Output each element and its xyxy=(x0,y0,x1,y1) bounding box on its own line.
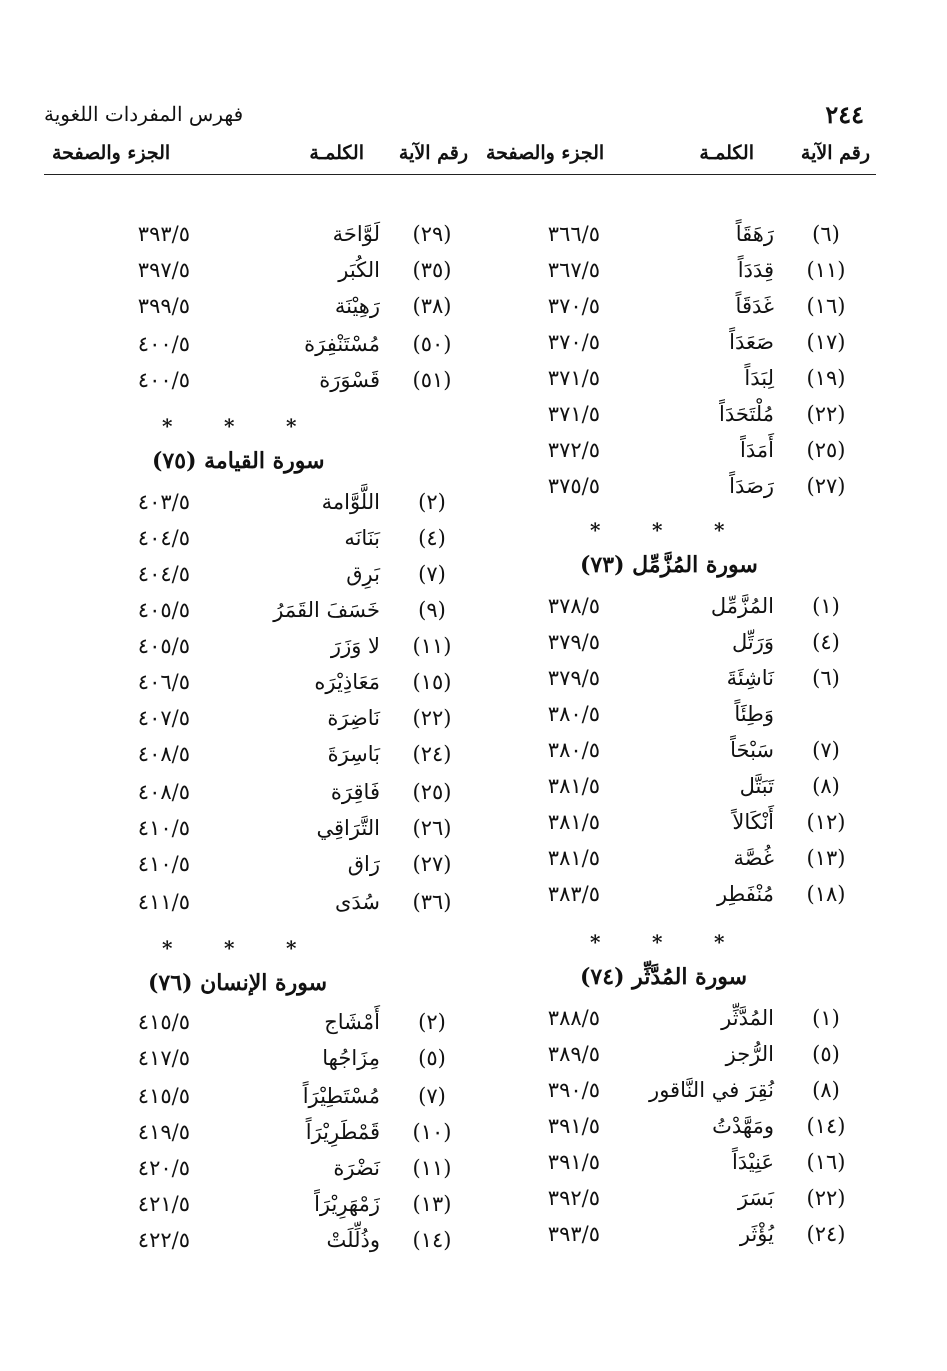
index-word: تَبَتَّل xyxy=(739,774,774,798)
index-word: بَنَانَه xyxy=(344,526,380,550)
index-row xyxy=(450,630,870,664)
index-row xyxy=(40,890,460,924)
ayah-number: (١٧) xyxy=(806,330,846,354)
index-row xyxy=(40,1084,460,1118)
ayah-number: (١) xyxy=(812,1006,840,1030)
index-row xyxy=(40,670,460,704)
index-row xyxy=(450,846,870,880)
index-word: نَاضِرَة xyxy=(327,706,380,730)
right-column xyxy=(450,0,870,1371)
ayah-number: (٢) xyxy=(418,490,446,514)
separator-star: * xyxy=(286,936,297,960)
ayah-number: (٢٥) xyxy=(806,438,846,462)
part-page: ٣٧٠/٥ xyxy=(547,330,600,354)
ayah-number: (٥) xyxy=(418,1046,446,1070)
part-page: ٣٧٢/٥ xyxy=(547,438,600,462)
part-page: ٣٩٢/٥ xyxy=(547,1186,600,1210)
index-word: قَمْطَرِيْرَاً xyxy=(305,1120,380,1144)
ayah-number: (١٤) xyxy=(412,1228,452,1252)
part-page: ٤٢٠/٥ xyxy=(137,1156,190,1180)
ayah-number: (١٣) xyxy=(412,1192,452,1216)
index-row xyxy=(450,702,870,736)
index-word: نَضْرَة xyxy=(333,1156,380,1180)
surah-title: سورة المُزَّمِّل (٧٣) xyxy=(580,552,758,578)
index-word: قَسْوَرَة xyxy=(319,368,380,392)
ayah-number: (٢٥) xyxy=(412,780,452,804)
header-part-page: الجزء والصفحة xyxy=(52,142,171,164)
index-row xyxy=(40,258,460,292)
index-word: المُزَّمِّل xyxy=(710,594,774,618)
index-word: مُسْتَنْفِرَة xyxy=(304,332,380,356)
index-row xyxy=(40,598,460,632)
index-word: لِبَدَاً xyxy=(744,366,774,390)
ayah-number: (١١) xyxy=(806,258,846,282)
index-row xyxy=(40,1010,460,1044)
ayah-number: (١) xyxy=(812,594,840,618)
index-word: يُؤْثَر xyxy=(739,1222,774,1246)
index-row xyxy=(40,852,460,886)
index-row xyxy=(40,294,460,328)
ayah-number: (١٨) xyxy=(806,882,846,906)
index-row xyxy=(450,402,870,436)
part-page: ٣٧٨/٥ xyxy=(547,594,600,618)
index-word: رَهَقَاً xyxy=(735,222,774,246)
index-row xyxy=(450,474,870,508)
index-word: نُقِرَ في النَّاقور xyxy=(649,1078,774,1102)
ayah-number: (٥٠) xyxy=(412,332,452,356)
separator-star: * xyxy=(590,518,601,542)
index-row xyxy=(450,594,870,628)
part-page: ٤٠٨/٥ xyxy=(137,742,190,766)
ayah-number: (٨) xyxy=(812,1078,840,1102)
part-page: ٣٩٣/٥ xyxy=(137,222,190,246)
part-page: ٣٩١/٥ xyxy=(547,1114,600,1138)
part-page: ٤٠٧/٥ xyxy=(137,706,190,730)
ayah-number: (٢٧) xyxy=(806,474,846,498)
part-page: ٤٠٠/٥ xyxy=(137,368,190,392)
part-page: ٤١٥/٥ xyxy=(137,1084,190,1108)
part-page: ٤٢٢/٥ xyxy=(137,1228,190,1252)
section-separator xyxy=(162,414,342,438)
index-word: رَصَدَاً xyxy=(729,474,774,498)
ayah-number: (١٦) xyxy=(806,294,846,318)
index-row xyxy=(450,366,870,400)
index-row xyxy=(450,330,870,364)
index-word: اللَّوَّامة xyxy=(321,490,380,514)
ayah-number: (١٢) xyxy=(806,810,846,834)
index-word: قِدَدَاً xyxy=(737,258,774,282)
ayah-number: (٥) xyxy=(812,1042,840,1066)
ayah-number: (٢٩) xyxy=(412,222,452,246)
index-row xyxy=(450,774,870,808)
part-page: ٤٠٦/٥ xyxy=(137,670,190,694)
index-word: نَاشِئَةَ xyxy=(726,666,774,690)
ayah-number: (١٣) xyxy=(806,846,846,870)
index-word: لَوَّاحَة xyxy=(332,222,380,246)
index-row xyxy=(40,490,460,524)
part-page: ٤٠٤/٥ xyxy=(137,526,190,550)
part-page: ٣٨٩/٥ xyxy=(547,1042,600,1066)
ayah-number: (٣٥) xyxy=(412,258,452,282)
part-page: ٣٩٣/٥ xyxy=(547,1222,600,1246)
section-separator xyxy=(590,518,770,542)
part-page: ٤١٠/٥ xyxy=(137,852,190,876)
index-word: أَنْكَالاً xyxy=(732,810,774,834)
index-word: وَطِئَاً xyxy=(734,702,774,726)
part-page: ٤١٠/٥ xyxy=(137,816,190,840)
ayah-number: (٣٨) xyxy=(412,294,452,318)
index-word: فَاقِرَة xyxy=(330,780,380,804)
index-row xyxy=(450,1078,870,1112)
part-page: ٣٧١/٥ xyxy=(547,402,600,426)
index-row xyxy=(450,810,870,844)
separator-star: * xyxy=(590,930,601,954)
ayah-number: (٢٤) xyxy=(806,1222,846,1246)
part-page: ٤١٥/٥ xyxy=(137,1010,190,1034)
part-page: ٣٨١/٥ xyxy=(547,774,600,798)
ayah-number: (٤) xyxy=(418,526,446,550)
index-word: الكُبَر xyxy=(338,258,380,282)
ayah-number: (٢٧) xyxy=(412,852,452,876)
index-row xyxy=(450,1114,870,1148)
index-word: المُدَّثِّر xyxy=(721,1006,774,1030)
index-row xyxy=(40,526,460,560)
index-row xyxy=(450,1006,870,1040)
index-word: رَاق xyxy=(347,852,380,876)
left-column xyxy=(40,0,460,1371)
ayah-number: (٢٢) xyxy=(806,402,846,426)
part-page: ٣٧١/٥ xyxy=(547,366,600,390)
index-row xyxy=(40,332,460,366)
index-row xyxy=(450,1042,870,1076)
separator-star: * xyxy=(224,414,235,438)
separator-star: * xyxy=(652,518,663,542)
header-part-page: الجزء والصفحة xyxy=(486,142,605,164)
separator-star: * xyxy=(286,414,297,438)
index-word: غَدَقَاً xyxy=(735,294,774,318)
index-row xyxy=(40,222,460,256)
index-word: زَمْهَرِيْرَاً xyxy=(314,1192,380,1216)
index-word: لا وَزَرَ xyxy=(330,634,380,658)
ayah-number: (١٩) xyxy=(806,366,846,390)
index-row xyxy=(40,1228,460,1262)
part-page: ٣٩٠/٥ xyxy=(547,1078,600,1102)
surah-title: سورة الإنسان (٧٦) xyxy=(148,970,328,996)
index-row xyxy=(450,882,870,916)
header-word: الكلمـة xyxy=(309,142,364,164)
surah-title: سورة المُدَّثِّر (٧٤) xyxy=(580,964,748,990)
index-word: غُصَّة xyxy=(733,846,774,870)
index-row xyxy=(450,1186,870,1220)
index-row xyxy=(40,1046,460,1080)
part-page: ٣٨٨/٥ xyxy=(547,1006,600,1030)
ayah-number: (١١) xyxy=(412,1156,452,1180)
index-word: مَعَاذِيْرَه xyxy=(314,670,380,694)
header-ayah: رقم الآية xyxy=(398,142,468,164)
header-ayah: رقم الآية xyxy=(800,142,870,164)
index-row xyxy=(450,222,870,256)
index-word: سُدَى xyxy=(334,890,380,914)
index-row xyxy=(40,706,460,740)
index-word: سَبْحَاً xyxy=(730,738,774,762)
index-word: صَعَدَاً xyxy=(729,330,774,354)
part-page: ٤١٩/٥ xyxy=(137,1120,190,1144)
header-word: الكلمـة xyxy=(699,142,754,164)
index-word: ومَهَّدْتُ xyxy=(712,1114,774,1138)
part-page: ٤٢١/٥ xyxy=(137,1192,190,1216)
part-page: ٣٦٧/٥ xyxy=(547,258,600,282)
index-word: وَرَتِّل xyxy=(731,630,774,654)
separator-star: * xyxy=(224,936,235,960)
index-row xyxy=(450,294,870,328)
index-row xyxy=(450,738,870,772)
ayah-number: (٧) xyxy=(812,738,840,762)
index-row xyxy=(450,1150,870,1184)
part-page: ٤٠٥/٥ xyxy=(137,598,190,622)
part-page: ٤٠٠/٥ xyxy=(137,332,190,356)
index-word: أَمَدَاً xyxy=(740,438,774,462)
ayah-number: (٢٤) xyxy=(412,742,452,766)
page-number: ٢٤٤ xyxy=(825,100,864,129)
ayah-number: (٢) xyxy=(418,1010,446,1034)
index-word: عَنِيْدَاً xyxy=(731,1150,774,1174)
ayah-number: (٥١) xyxy=(412,368,452,392)
index-row xyxy=(40,1120,460,1154)
part-page: ٤٠٥/٥ xyxy=(137,634,190,658)
ayah-number: (٨) xyxy=(812,774,840,798)
index-word: بَرِق xyxy=(346,562,380,586)
part-page: ٣٦٦/٥ xyxy=(547,222,600,246)
part-page: ٤١١/٥ xyxy=(137,890,190,914)
part-page: ٣٨٠/٥ xyxy=(547,738,600,762)
part-page: ٤٠٤/٥ xyxy=(137,562,190,586)
part-page: ٣٨٣/٥ xyxy=(547,882,600,906)
ayah-number: (٢٦) xyxy=(412,816,452,840)
index-word: مِزَاجُها xyxy=(322,1046,380,1070)
index-word: خَسَفَ القَمَرُ xyxy=(273,598,380,622)
separator-star: * xyxy=(714,930,725,954)
separator-star: * xyxy=(162,936,173,960)
ayah-number: (١١) xyxy=(412,634,452,658)
ayah-number: (١٠) xyxy=(412,1120,452,1144)
section-separator xyxy=(590,930,770,954)
part-page: ٣٨١/٥ xyxy=(547,846,600,870)
ayah-number: (٦) xyxy=(812,222,840,246)
part-page: ٣٨١/٥ xyxy=(547,810,600,834)
index-word: التَّرَاقِي xyxy=(316,816,380,840)
separator-star: * xyxy=(652,930,663,954)
index-word: مُلْتَحَدَاً xyxy=(719,402,774,426)
index-word: رَهِيْنَة xyxy=(334,294,380,318)
ayah-number: (٧) xyxy=(418,1084,446,1108)
ayah-number: (١٥) xyxy=(412,670,452,694)
part-page: ٣٩٩/٥ xyxy=(137,294,190,318)
part-page: ٤٠٨/٥ xyxy=(137,780,190,804)
ayah-number: (٢٢) xyxy=(806,1186,846,1210)
section-separator xyxy=(162,936,342,960)
ayah-number: (٩) xyxy=(418,598,446,622)
index-row xyxy=(40,368,460,402)
part-page: ٣٩١/٥ xyxy=(547,1150,600,1174)
part-page: ٣٧٥/٥ xyxy=(547,474,600,498)
ayah-number: (١٤) xyxy=(806,1114,846,1138)
ayah-number: (٣٦) xyxy=(412,890,452,914)
running-title: فهرس المفردات اللغوية xyxy=(44,102,244,126)
index-row xyxy=(40,780,460,814)
index-word: بَاسِرَةَ xyxy=(327,742,380,766)
ayah-number: (٧) xyxy=(418,562,446,586)
part-page: ٣٩٧/٥ xyxy=(137,258,190,282)
separator-star: * xyxy=(714,518,725,542)
index-row xyxy=(450,438,870,472)
index-word: أَمْشَاج xyxy=(324,1010,380,1034)
index-row xyxy=(40,1192,460,1226)
index-row xyxy=(40,742,460,776)
index-row xyxy=(450,666,870,700)
index-row xyxy=(40,816,460,850)
part-page: ٣٨٠/٥ xyxy=(547,702,600,726)
ayah-number: (٢٢) xyxy=(412,706,452,730)
index-row xyxy=(450,1222,870,1256)
part-page: ٣٧٩/٥ xyxy=(547,630,600,654)
index-row xyxy=(40,1156,460,1190)
index-word: وذُلِّلَتْ xyxy=(326,1228,380,1252)
index-word: مُسْتَطِيْرَاً xyxy=(302,1084,380,1108)
part-page: ٣٧٩/٥ xyxy=(547,666,600,690)
index-row xyxy=(40,562,460,596)
ayah-number: (٤) xyxy=(812,630,840,654)
index-word: بَسَرَ xyxy=(737,1186,774,1210)
ayah-number: (١٦) xyxy=(806,1150,846,1174)
index-row xyxy=(40,634,460,668)
index-row xyxy=(450,258,870,292)
part-page: ٣٧٠/٥ xyxy=(547,294,600,318)
separator-star: * xyxy=(162,414,173,438)
part-page: ٤٠٣/٥ xyxy=(137,490,190,514)
surah-title: سورة القيامة (٧٥) xyxy=(152,448,325,474)
index-word: الرُّجز xyxy=(725,1042,774,1066)
ayah-number: (٦) xyxy=(812,666,840,690)
index-word: مُنْفَطِر xyxy=(716,882,774,906)
part-page: ٤١٧/٥ xyxy=(137,1046,190,1070)
